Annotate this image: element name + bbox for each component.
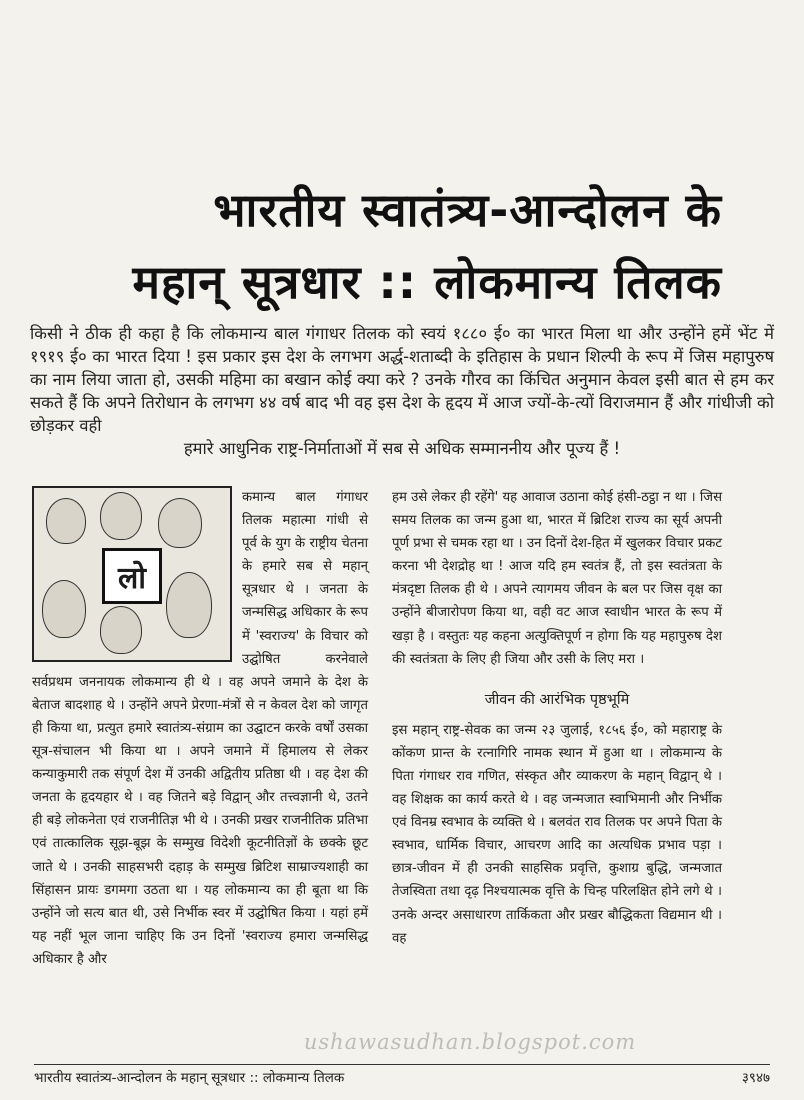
- portrait-face: [46, 498, 86, 544]
- drop-cap-letter: लो: [102, 548, 162, 604]
- portrait-face: [166, 572, 212, 638]
- portrait-face: [42, 580, 86, 638]
- section-heading: जीवन की आरंभिक पृष्ठभूमि: [484, 691, 630, 708]
- page-number: ३९४७: [741, 1070, 770, 1086]
- left-column-paragraph: कमान्य बाल गंगाधर तिलक महात्मा गांधी से पूर्व के युग के राष्ट्रीय चेतना के हमारे सब से महान् सूत्रधार थे । जनता के जन्मसिद्ध अधिकार के रूप में 'स्वराज्य' के विचार को उद्घोषित करनेवाले सर्वप्रथम जननायक लोकमान्य ही थे । वह अपने जमाने के देश के बेताज बादशाह थे । उन्होंने अपने प्रेरणा-मंत्रों से न केवल देश को जागृत ही किया था, प्रत्युत हमारे स्वातंत्र्य-संग्राम का उद्घाटन करके वर्षों उसका सूत्र-संचालन भी किया था । अपने जमाने में हिमालय से लेकर कन्याकुमारी तक संपूर्ण देश में उनकी अद्वितीय प्रतिष्ठा थी । वह देश की जनता के हृदयहार थे । वह जितने बड़े विद्वान् और तत्त्वज्ञानी थे, उतने ही बड़े लोकनेता एवं राजनीतिज्ञ भी थे । उनकी प्रखर राजनीतिक प्रतिभा एवं तात्कालिक सूझ-बूझ के सम्मुख विदेशी कूटनीतिज्ञों के छक्के छूट जाते थे । उनकी साहसभरी दहाड़ के सम्मुख ब्रिटिश साम्राज्यशाही का सिंहासन प्रायः डगमगा उठता था । यह लोकमान्य का ही बूता था कि उन्होंने जो सत्य बात थी, उसे निर्भीक स्वर में उद्घोषित किया । यहां हमें यह नहीं भूल जाना चाहिए कि उन दिनों 'स्वराज्य हमारा जन्मसिद्ध अधिकार है और: [32, 490, 368, 967]
- intro-last-line: हमारे आधुनिक राष्ट्र-निर्माताओं में सब से अधिक सम्माननीय और पूज्य हैं !: [183, 439, 621, 458]
- watermark: ushawasudhan.blogspot.com: [303, 1030, 637, 1054]
- article-title-line-1: भारतीय स्वातंत्र्य-आन्दोलन के: [213, 183, 722, 237]
- right-column-paragraph-1: हम उसे लेकर ही रहेंगे' यह आवाज उठाना कोई हंसी-ठट्ठा न था । जिस समय तिलक का जन्म हुआ था, भारत में ब्रिटिश राज्य का सूर्य अपनी पूर्ण प्रभा से चमक रहा था । उन दिनों देश-हित में खुलकर विचार प्रकट करना भी देशद्रोह था ! आज यदि हम स्वतंत्र हैं, तो इस स्वतंत्रता के मंत्रदृष्टा तिलक ही थे । अपने त्यागमय जीवन के बल पर जिस वृक्ष का उन्होंने बीजारोपण किया था, वही वट आज स्वाधीन भारत के रूप में खड़ा है । वस्तुतः यह कहना अत्युक्तिपूर्ण न होगा कि यह महापुरुष देश की स्वतंत्रता के लिए ही जिया और उसी के लिए मरा ।: [392, 490, 722, 667]
- portrait-face: [158, 498, 202, 548]
- intro-body: किसी ने ठीक ही कहा है कि लोकमान्य बाल गंगाधर तिलक को स्वयं १८८० ई० का भारत मिला था और उन्होंने हमें भेंट में १९१९ ई० का भारत दिया ! इस प्रकार इस देश के लगभग अर्द्ध-शताब्दी के इतिहास के प्रधान शिल्पी के रूप में जिस महापुरुष का नाम लिया जाता हो, उसकी महिमा का बखान कोई क्या करे ? उनके गौरव का किंचित अनुमान केवल इसी बात से हम कर सकते हैं कि अपने तिरोधान के लगभग ४४ वर्ष बाद भी वह इस देश के हृदय में आज ज्यों-के-त्यों विराजमान हैं और गांधीजी को छोड़कर वही: [30, 324, 774, 435]
- portrait-face: [100, 606, 142, 654]
- page-footer: [34, 1064, 770, 1089]
- right-column: [392, 486, 722, 950]
- portrait-face: [100, 492, 142, 540]
- intro-paragraph: [30, 322, 774, 460]
- left-column: [32, 486, 368, 971]
- article-title-line-2: महान् सूत्रधार :: लोकमान्य तिलक: [132, 255, 722, 309]
- footer-running-title: भारतीय स्वातंत्र्य-आन्दोलन के महान् सूत्रधार :: लोकमान्य तिलक: [34, 1070, 345, 1086]
- portrait-illustration: [32, 486, 232, 662]
- right-column-paragraph-2: इस महान् राष्ट्र-सेवक का जन्म २३ जुलाई, १८५६ ई०, को महाराष्ट्र के कोंकण प्रान्त के रत्नागिरि नामक स्थान में हुआ था । लोकमान्य के पिता गंगाधर राव गणित, संस्कृत और व्याकरण के महान् विद्वान् थे । वह शिक्षक का कार्य करते थे । वह जन्मजात स्वाभिमानी और निर्भीक एवं विनम्र स्वभाव के व्यक्ति थे । बलवंत राव तिलक पर अपने पिता के स्वभाव, धार्मिक विचार, आचरण आदि का अत्यधिक प्रभाव पड़ा । छात्र-जीवन में ही उनकी साहसिक प्रवृत्ति, कुशाग्र बुद्धि, जन्मजात तेजस्विता तथा दृढ़ निश्चयात्मक वृत्ति के चिन्ह परिलक्षित होने लगे थे । उनके अन्दर असाधारण तार्किकता और प्रखर बौद्धिकता विद्यमान थी । वह: [392, 722, 722, 946]
